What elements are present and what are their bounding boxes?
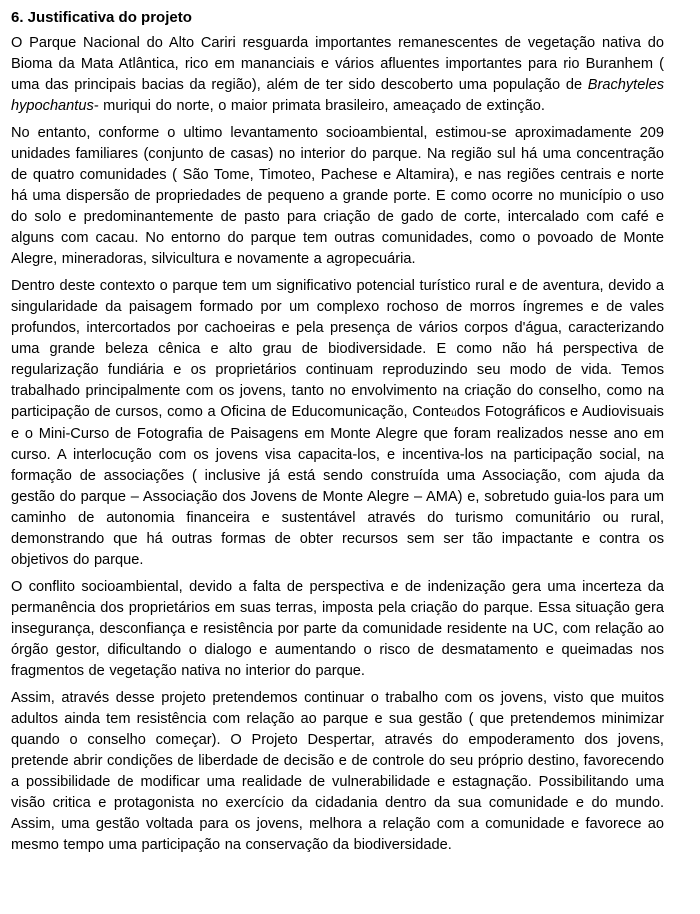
paragraph — [11, 688, 664, 856]
text-run: O Parque Nacional do Alto Cariri resguarda importantes remanescentes de vegetação nativa do Bioma da Mata Atlântica, rico em mananciais e vários afluentes importantes para rio Buranhem ( uma das principais bacias da região), além de ter sido descoberto uma população de — [11, 35, 664, 93]
document-body — [11, 33, 664, 856]
paragraph — [11, 577, 664, 682]
paragraph — [11, 276, 664, 571]
species-name-italic: Brachyteles hypochantus- — [11, 77, 664, 114]
small-glyph-run: ú — [451, 408, 457, 419]
text-run: dos Fotográficos e Audiovisuais e o Mini-Curso de Fotografia de Paisagens em Monte Alegre que foram realizados nesse ano em curso. A interlocução com os jovens visa capacita-los, e incentiva-los na participação social, na formação de associações ( inclusive já está sendo construída uma Associação, com ajuda da gestão do parque – Associação dos Jovens de Monte Alegre – AMA) e, sobretudo guia-los para um caminho de autonomia financeira e sustentável através do turismo comunitário ou rural, demonstrando que há outras formas de obter recursos sem ser tão impactante e contra os objetivos do parque. — [11, 404, 664, 568]
paragraph — [11, 33, 664, 117]
text-run: No entanto, conforme o ultimo levantamento socioambiental, estimou-se aproximadamente 209 unidades familiares (conjunto de casas) no interior do parque. Na região sul há uma concentração de quatro comunidades ( São Tome, Timoteo, Pachese e Altamira), e nas regiões centrais e norte há uma dispersão de propriedades de pequeno a grande porte. E como ocorre no município o uso do solo e predominantemente de pasto para criação de gado de corte, intercalado com café e alguns com cacau. No entorno do parque tem outras comunidades, como o povoado de Monte Alegre, mineradoras, silvicultura e novamente a agropecuária. — [11, 125, 664, 267]
text-run: Assim, através desse projeto pretendemos continuar o trabalho com os jovens, visto que muitos adultos ainda tem resistência com relação ao parque e sua gestão ( que pretendemos minimizar quando o conselho começar). O Projeto Despertar, através do empoderamento dos jovens, pretende abrir condições de liberdade de decisão e de controle do seu próprio destino, favorecendo a possibilidade de modificar uma realidade de vulnerabilidade e estagnação. Possibilitando uma visão critica e protagonista no exercício da cidadania dentro da sua comunidade e do mundo. Assim, uma gestão voltada para os jovens, melhora a relação com a comunidade e favorece ao mesmo tempo uma participação na conservação da biodiversidade. — [11, 690, 664, 853]
text-run: muriqui do norte, o maior primata brasileiro, ameaçado de extinção. — [98, 98, 545, 114]
text-run: Dentro deste contexto o parque tem um significativo potencial turístico rural e de aventura, devido a singularidade da paisagem formado por um complexo rochoso de morros íngremes e de vales profundos, intercortados por cachoeiras e pela presença de vários corpos d'água, caracterizando uma grande beleza cênica e alto grau de biodiversidade. E como não há perspectiva de regularização fundiária e os proprietários continuam reproduzindo seu modo de vida. Temos trabalhado principalmente com os jovens, tanto no envolvimento na criação do conselho, como na participação de cursos, como a Oficina de Educomunicação, Conte — [11, 278, 664, 420]
section-heading: 6. Justificativa do projeto — [11, 9, 192, 26]
text-run: O conflito socioambiental, devido a falta de perspectiva e de indenização gera uma incerteza da permanência dos proprietários em suas terras, imposta pela criação do parque. Essa situação gera insegurança, desconfiança e resistência por parte da comunidade residente na UC, com relação ao órgão gestor, dificultando o dialogo e aumentando o risco de desmatamento e queimadas nos fragmentos de vegetação nativa no interior do parque. — [11, 579, 664, 679]
paragraph — [11, 123, 664, 270]
